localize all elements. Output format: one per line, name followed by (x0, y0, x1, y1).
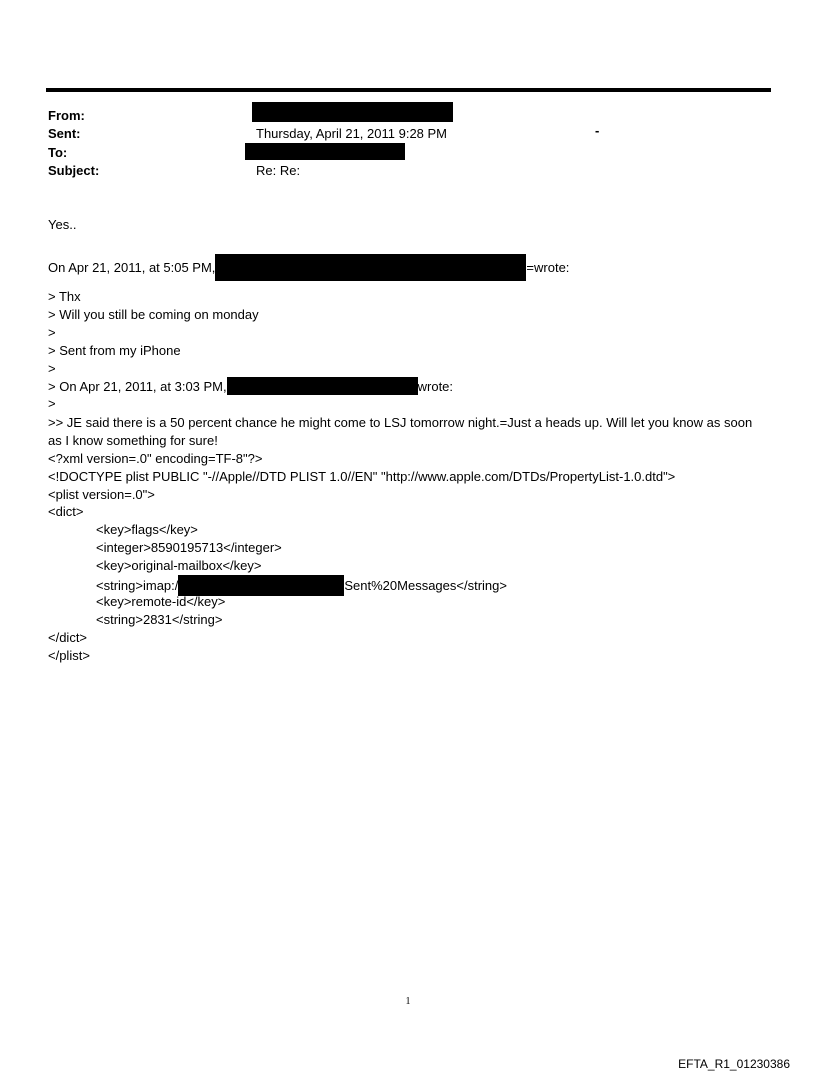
xml-line: <key>original-mailbox</key> (96, 558, 262, 573)
quote-intro2-prefix: > On Apr 21, 2011, at 3:03 PM, (48, 379, 227, 394)
sent-value: Thursday, April 21, 2011 9:28 PM (256, 126, 448, 141)
sender-redaction (215, 254, 526, 281)
imap-prefix: <string>imap:/ (96, 578, 179, 593)
quote-intro (48, 254, 569, 281)
xml-line: <key>remote-id</key> (96, 594, 226, 609)
xml-line: <?xml version=.0" encoding=TF-8"?> (48, 451, 263, 466)
quote-line: > (48, 396, 56, 411)
xml-line: <plist version=.0"> (48, 487, 155, 502)
sent-label: Sent: (48, 126, 81, 141)
quote-line (48, 377, 453, 395)
quote-line: > (48, 325, 56, 340)
stray-mark: - (595, 123, 600, 138)
sender2-redaction (227, 377, 418, 395)
bates-number: EFTA_R1_01230386 (678, 1057, 790, 1071)
quote-line: > Will you still be coming on monday (48, 307, 259, 322)
xml-line: </dict> (48, 630, 88, 645)
header-rule (46, 88, 771, 92)
subject-value: Re: Re: (256, 163, 301, 178)
page-number: 1 (405, 996, 411, 1007)
imap-suffix: Sent%20Messages</string> (344, 578, 507, 593)
quote-intro2-suffix: wrote: (417, 379, 454, 394)
xml-line: <string>2831</string> (96, 612, 223, 627)
quote-intro-suffix: =wrote: (526, 260, 570, 275)
quote-line: > Sent from my iPhone (48, 343, 181, 358)
subject-label: Subject: (48, 163, 100, 178)
quote-line: as I know something for sure! (48, 433, 218, 448)
xml-line: <!DOCTYPE plist PUBLIC "-//Apple//DTD PLIST 1.0//EN" "http://www.apple.com/DTDs/PropertyList-1.0.dtd"> (48, 469, 676, 484)
to-redaction (245, 143, 405, 160)
quote-line: > (48, 361, 56, 376)
xml-line: <key>flags</key> (96, 522, 198, 537)
to-label: To: (48, 145, 68, 160)
xml-line: <dict> (48, 504, 84, 519)
from-redaction (252, 102, 453, 122)
xml-line: </plist> (48, 648, 90, 663)
quote-line: > Thx (48, 289, 81, 304)
quote-line: >> JE said there is a 50 percent chance he might come to LSJ tomorrow night.=Just a heads up. Will let you know as soon (48, 415, 753, 430)
reply-text: Yes.. (48, 217, 77, 232)
xml-line: <integer>8590195713</integer> (96, 540, 282, 555)
quote-intro-prefix: On Apr 21, 2011, at 5:05 PM, (48, 260, 216, 275)
from-label: From: (48, 108, 85, 123)
